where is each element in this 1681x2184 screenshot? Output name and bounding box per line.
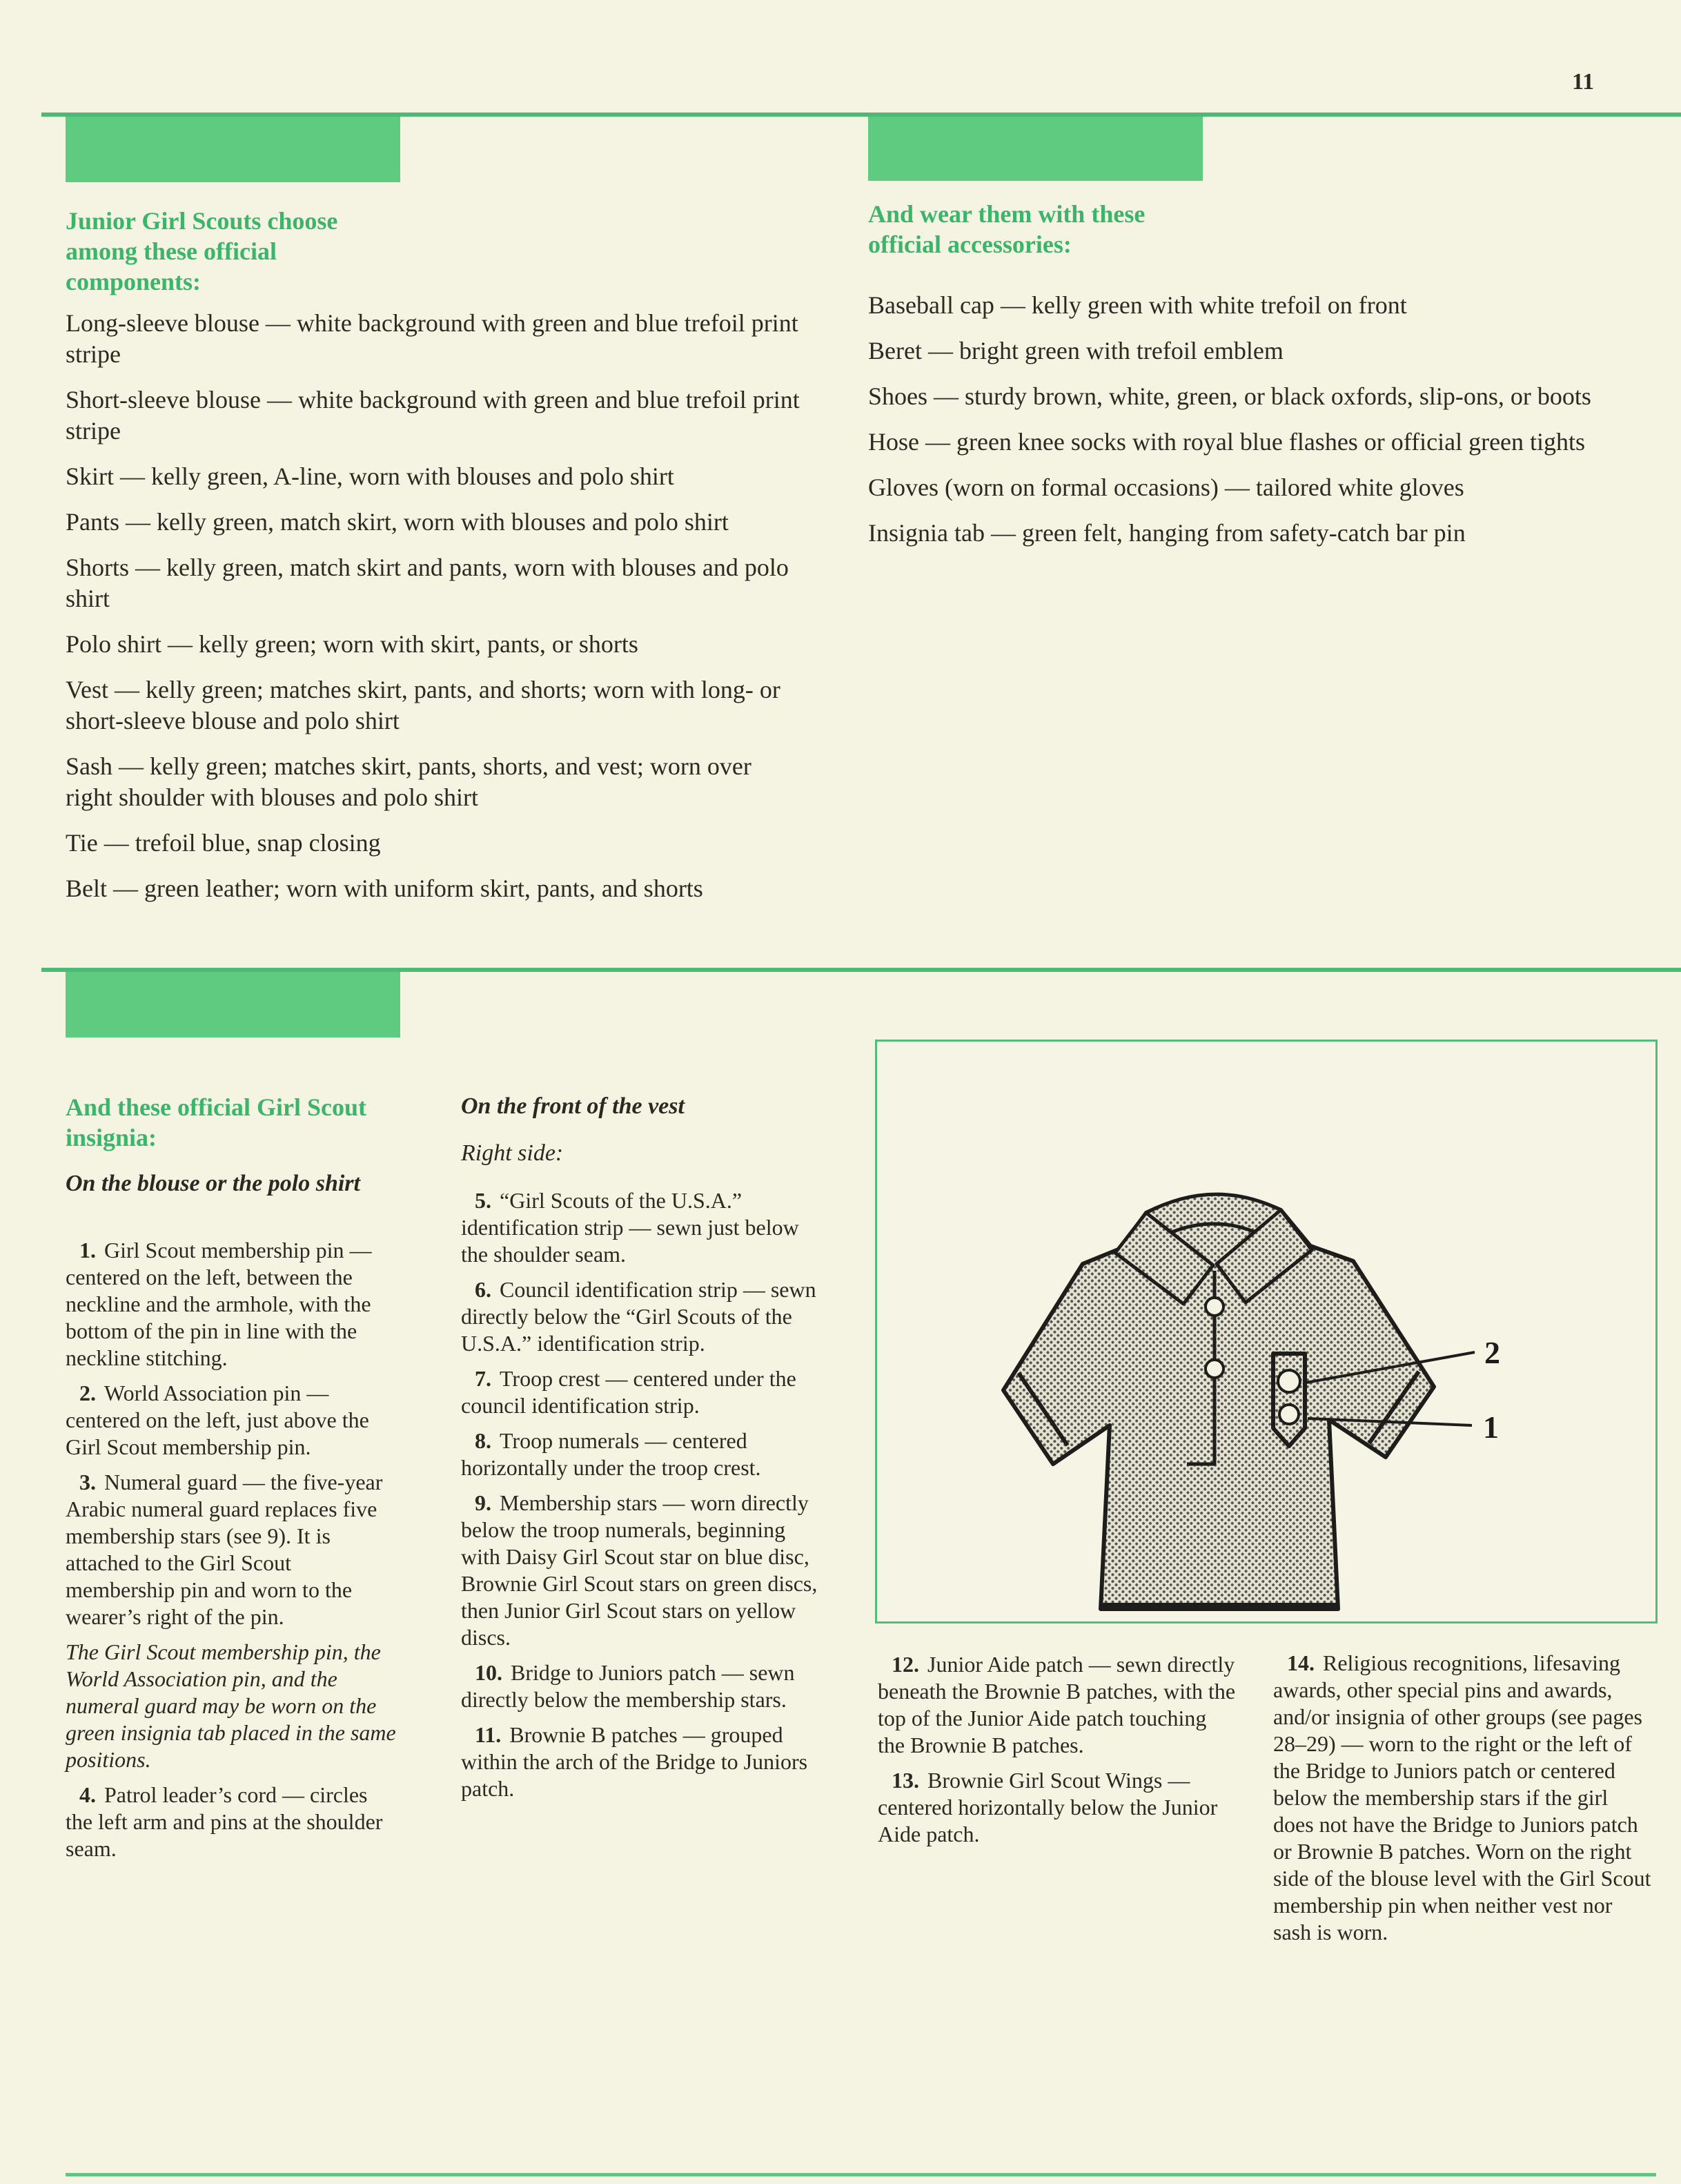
- polo-shirt-figure: [877, 1042, 1655, 1621]
- list-item: Sash — kelly green; matches skirt, pants, shorts, and vest; worn over right shoulder with blouses and polo shirt: [66, 752, 751, 811]
- item-text: Junior Aide patch — sewn directly beneath the Brownie B patches, with the top of the Junior Aide patch touching the Brownie B patches.: [878, 1652, 1236, 1757]
- list-item: Hose — green knee socks with royal blue flashes or official green tights: [868, 428, 1586, 456]
- item-text: Patrol leader’s cord — circles the left arm and pins at the shoulder seam.: [66, 1782, 383, 1861]
- list-item: Shoes — sturdy brown, white, green, or black oxfords, slip-ons, or boots: [868, 382, 1591, 410]
- item-number: 13.: [892, 1768, 919, 1793]
- accessories-heading: And wear them with these official accessories:: [868, 200, 1146, 258]
- item-text: Girl Scout membership pin — centered on the left, between the neckline and the armhole, with the bottom of the pin in line with the neckline stitching.: [66, 1238, 372, 1370]
- green-section-bar-right: [868, 117, 1203, 181]
- uniform-illustration-box: [875, 1040, 1658, 1624]
- item-number: 5.: [475, 1188, 491, 1213]
- italic-note: The Girl Scout membership pin, the World Association pin, and the numeral guard may be worn on the green insignia tab placed in the same positions.: [66, 1639, 396, 1772]
- item-number: 11.: [475, 1722, 502, 1747]
- vest-subhead: On the front of the vest: [461, 1093, 685, 1119]
- list-item: Baseball cap — kelly green with white trefoil on front: [868, 291, 1407, 319]
- item-number: 4.: [79, 1782, 96, 1807]
- shirt-body: [1003, 1196, 1434, 1609]
- numbered-item: [66, 1380, 397, 1461]
- item-text: Numeral guard — the five-year Arabic numeral guard replaces five membership stars (see 9). It is attached to the Girl Scout membership pin and worn to the wearer’s right of the pin.: [66, 1470, 383, 1629]
- numbered-item: [461, 1722, 823, 1802]
- item-text: “Girl Scouts of the U.S.A.” identification strip — sewn just below the shoulder seam.: [461, 1188, 799, 1267]
- callout-label-2: 2: [1484, 1335, 1500, 1370]
- list-item: Belt — green leather; worn with uniform skirt, pants, and shorts: [66, 875, 703, 902]
- list-item: Beret — bright green with trefoil emblem: [868, 337, 1284, 364]
- blouse-subhead: On the blouse or the polo shirt: [66, 1171, 360, 1196]
- item-number: 2.: [79, 1381, 96, 1405]
- item-text: Troop numerals — centered horizontally under the troop crest.: [461, 1428, 761, 1480]
- numbered-item: [66, 1782, 397, 1862]
- item-number: 12.: [892, 1652, 919, 1677]
- membership-pin: [1279, 1405, 1299, 1424]
- list-item: Insignia tab — green felt, hanging from safety-catch bar pin: [868, 519, 1466, 547]
- right-side-label: Right side:: [461, 1140, 564, 1166]
- right-side-label-block: [461, 1139, 820, 1168]
- insignia-tab: [1273, 1354, 1305, 1446]
- green-section-bar-left: [66, 117, 400, 182]
- numbered-item: [461, 1187, 823, 1268]
- bottom-page-rule: [66, 2173, 1656, 2176]
- numbered-item: [461, 1659, 823, 1713]
- insignia-heading: And these official Girl Scout insignia:: [66, 1093, 366, 1151]
- components-list: [66, 308, 800, 919]
- item-text: Brownie B patches — grouped within the arch of the Bridge to Juniors patch.: [461, 1722, 808, 1801]
- blouse-subhead-block: [66, 1169, 369, 1198]
- numbered-item: [461, 1427, 823, 1481]
- numbered-item: [461, 1365, 823, 1419]
- accessories-heading-block: [868, 199, 1199, 260]
- item-number: 14.: [1287, 1650, 1315, 1675]
- list-item: Shorts — kelly green, match skirt and pants, worn with blouses and polo shirt: [66, 554, 789, 612]
- list-item: Skirt — kelly green, A-line, worn with blouses and polo shirt: [66, 462, 674, 490]
- list-item: Long-sleeve blouse — white background with green and blue trefoil print stripe: [66, 309, 798, 368]
- item-number: 7.: [475, 1366, 491, 1391]
- insignia-col2-list: [461, 1187, 823, 1811]
- insignia-heading-block: [66, 1092, 411, 1153]
- numbered-item: [461, 1490, 823, 1651]
- item-number: 1.: [79, 1238, 96, 1262]
- item-text: World Association pin — centered on the left, just above the Girl Scout membership pin.: [66, 1381, 369, 1459]
- item-text: Membership stars — worn directly below the troop numerals, beginning with Daisy Girl Scout star on blue disc, Brownie Girl Scout stars on green discs, then Junior Girl Scout stars on yellow discs.: [461, 1490, 818, 1650]
- world-association-pin: [1278, 1370, 1300, 1392]
- numbered-item: [878, 1651, 1237, 1759]
- item-text: Bridge to Juniors patch — sewn directly below the membership stars.: [461, 1660, 795, 1712]
- numbered-item: [1273, 1650, 1653, 1946]
- list-item: Vest — kelly green; matches skirt, pants, and shorts; worn with long- or short-sleeve blouse and polo shirt: [66, 676, 780, 734]
- numbered-item: [878, 1767, 1237, 1848]
- insignia-col3-list: [878, 1651, 1237, 1856]
- item-text: Brownie Girl Scout Wings — centered horizontally below the Junior Aide patch.: [878, 1768, 1218, 1846]
- list-item: Polo shirt — kelly green; worn with skirt, pants, or shorts: [66, 630, 638, 658]
- green-section-bar-insignia: [66, 972, 400, 1037]
- numbered-item: [66, 1469, 397, 1630]
- item-text: Religious recognitions, lifesaving awards, other special pins and awards, and/or insignia of other groups (see pages 28–29) — worn to the right or the left of the Bridge to Juniors patch or centered below the membership stars if the girl does not have the Bridge to Juniors patch or Brownie B patches. Worn on the right side of the blouse level with the Girl Scout membership pin when neither vest nor sash is worn.: [1273, 1650, 1651, 1944]
- button: [1206, 1298, 1223, 1316]
- callout-label-1: 1: [1483, 1410, 1499, 1445]
- numbered-item: [461, 1276, 823, 1357]
- components-heading-block: [66, 206, 390, 297]
- accessories-list: [868, 290, 1665, 563]
- button: [1206, 1360, 1223, 1378]
- item-text: Council identification strip — sewn directly below the “Girl Scouts of the U.S.A.” identification strip.: [461, 1277, 816, 1356]
- numbered-item: [66, 1237, 397, 1372]
- page-number: 11: [1572, 69, 1595, 95]
- insignia-col4-list: [1273, 1650, 1653, 1954]
- item-text: Troop crest — centered under the council identification strip.: [461, 1366, 796, 1418]
- list-item: Pants — kelly green, match skirt, worn with blouses and polo shirt: [66, 508, 729, 536]
- item-number: 3.: [79, 1470, 96, 1494]
- components-heading: Junior Girl Scouts choose among these official components:: [66, 207, 338, 295]
- insignia-col1-list: [66, 1237, 397, 1871]
- item-number: 6.: [475, 1277, 491, 1302]
- item-number: 10.: [475, 1660, 502, 1685]
- item-number: 9.: [475, 1490, 491, 1515]
- list-item: Gloves (worn on formal occasions) — tailored white gloves: [868, 474, 1464, 501]
- list-item: Short-sleeve blouse — white background with green and blue trefoil print stripe: [66, 386, 800, 445]
- list-item: Tie — trefoil blue, snap closing: [66, 829, 381, 857]
- item-number: 8.: [475, 1428, 491, 1453]
- vest-subhead-block: [461, 1092, 820, 1121]
